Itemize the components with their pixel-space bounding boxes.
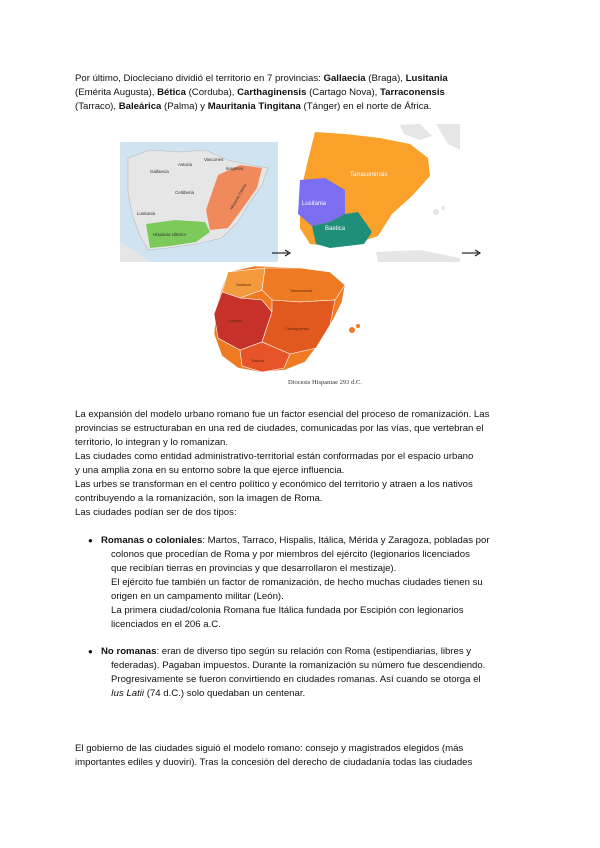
- romanas-line: licenciados en el 206 a.C.: [111, 619, 221, 630]
- gobierno-line: El gobierno de las ciudades siguió el modelo romano: consejo y magistrados elegidos (más: [75, 743, 464, 754]
- noromanas-line: [101, 645, 518, 659]
- intro-text: (Cartago Nova),: [306, 87, 381, 98]
- province-mauritania: Mauritania Tingitana: [207, 101, 301, 112]
- map1-label-ulterior: Hispania Ulterior: [153, 232, 187, 237]
- romanas-line: [101, 534, 518, 548]
- province-lusitania: Lusitania: [405, 73, 448, 84]
- map-hispania-republic: [120, 142, 278, 262]
- intro-text: (Tarraco),: [75, 101, 119, 112]
- map1-label-citerior: Hispania Citerior: [228, 182, 248, 211]
- map2-label-tarraconensis: Tarraconensis: [350, 172, 388, 178]
- noromanas-line: Progresivamente se fueron convirtiendo en ciudades romanas. Así cuando se otorga el: [111, 674, 481, 685]
- map1-label-asturia: Asturia: [178, 162, 193, 167]
- map1-label-ilergetes: Ilergetes: [226, 166, 244, 171]
- romanas-title: Romanas o coloniales: [101, 535, 203, 546]
- noromanas-line: [101, 687, 518, 701]
- intro-text: Por último, Diocleciano dividió el territorio en 7 provincias:: [75, 73, 324, 84]
- city-types-list: [88, 534, 518, 632]
- noromanas-text: : eran de diverso tipo según su relación con Roma (estipendiarias, libres y: [156, 646, 472, 657]
- expansion-paragraph: [75, 408, 515, 520]
- romanas-text: : Martos, Tarraco, Hispalis, Itálica, Mérida y Zaragoza, pobladas por: [202, 535, 490, 546]
- expansion-line: contribuyendo a la romanización, son la imagen de Roma.: [75, 493, 323, 504]
- intro-text: (Braga),: [365, 73, 406, 84]
- gobierno-paragraph: [75, 742, 515, 770]
- map2-africa: [376, 250, 460, 262]
- list-item-romanas: [88, 534, 518, 632]
- intro-text: (Emérita Augusta),: [75, 87, 158, 98]
- map-diocesis-hispaniae: [214, 266, 362, 386]
- map2-label-lusitania: Lusitania: [302, 201, 327, 207]
- expansion-line: Las ciudades como entidad administrativo-territorial están conformadas por el espacio urbano: [75, 451, 474, 462]
- list-item-no-romanas: [88, 645, 518, 701]
- map2-gaul: [400, 124, 432, 140]
- ius-latii-term: Ius Latii: [111, 688, 145, 699]
- province-betica: Bética: [157, 87, 186, 98]
- romanas-line: que recibían tierras en provincias y que desarrollaron el mestizaje).: [111, 563, 397, 574]
- expansion-line: Las ciudades podían ser de dos tipos:: [75, 507, 237, 518]
- province-gallaecia: Gallaecia: [323, 73, 366, 84]
- arrow-right-icon: [462, 250, 480, 256]
- romanas-line: La primera ciudad/colonia Romana fue Itálica fundada por Escipión con legionarios: [111, 605, 464, 616]
- intro-text: (Palma) y: [161, 101, 208, 112]
- map3-label-gallaecia: Gallaecia: [236, 283, 251, 287]
- romanas-line: El ejército fue también un factor de romanización, de hecho muchas ciudades tienen su: [111, 577, 483, 588]
- map3-caption: Diocesis Hispaniae 293 d.C.: [288, 379, 362, 386]
- historical-maps-figure: [0, 0, 600, 400]
- map3-label-carthaginensis: Carthaginensis: [285, 327, 309, 331]
- map3-label-lusitania: Lusitania: [228, 319, 243, 323]
- map2-italy: [436, 124, 460, 150]
- noromanas-text: (74 d.C.) solo quedaban un centenar.: [144, 688, 306, 699]
- gobierno-line: importantes ediles y duoviri). Tras la concesión del derecho de ciudadanía todas las ciudades: [75, 757, 473, 768]
- map3-label-baetica: Baetica: [252, 359, 264, 363]
- map1-label-celtiberia: Celtiberia: [175, 190, 195, 195]
- province-tarraconensis: Tarraconensis: [380, 87, 445, 98]
- noromanas-title: No romanas: [101, 646, 157, 657]
- romanas-line: origen en un campamento militar (León).: [111, 591, 284, 602]
- map1-label-lusitania: Lusitania: [137, 211, 156, 216]
- province-carthaginensis: Carthaginensis: [237, 87, 307, 98]
- expansion-line: y una amplia zona en su entorno sobre la que ejerce influencia.: [75, 465, 345, 476]
- province-balearica: Baleárica: [118, 101, 162, 112]
- noromanas-line: federadas). Pagaban impuestos. Durante la romanización su número fue descendiendo.: [111, 660, 486, 671]
- map3-label-tarraconensis: Tarraconensis: [290, 289, 313, 293]
- map1-label-gallaecia: Gallaecia: [150, 169, 169, 174]
- map-hispania-augustus: [298, 124, 460, 262]
- map3-balearics: [349, 327, 355, 333]
- map3-tarraconensis: [262, 268, 345, 302]
- expansion-line: provincias se estructuraban en una red de ciudades, comunicadas por las vías, que vertebran el: [75, 423, 484, 434]
- map2-balearics: [441, 206, 445, 210]
- city-types-list: [88, 645, 518, 701]
- intro-text: (Corduba),: [185, 87, 238, 98]
- intro-text: (Tánger) en el norte de África.: [300, 101, 432, 112]
- expansion-line: territorio, lo integran y lo romanizan.: [75, 437, 229, 448]
- map2-balearics: [433, 209, 439, 215]
- map2-label-baetica: Baetica: [325, 226, 346, 232]
- map1-label-vascones: Vascones: [204, 157, 224, 162]
- expansion-line: La expansión del modelo urbano romano fue un factor esencial del proceso de romanización. Las: [75, 409, 490, 420]
- romanas-line: colonos que procedían de Roma y por miembros del ejército (legionarios licenciados: [111, 549, 470, 560]
- map3-balearics: [356, 324, 360, 328]
- expansion-line: Las urbes se transforman en el centro político y económico del territorio y atraen a los nativos: [75, 479, 473, 490]
